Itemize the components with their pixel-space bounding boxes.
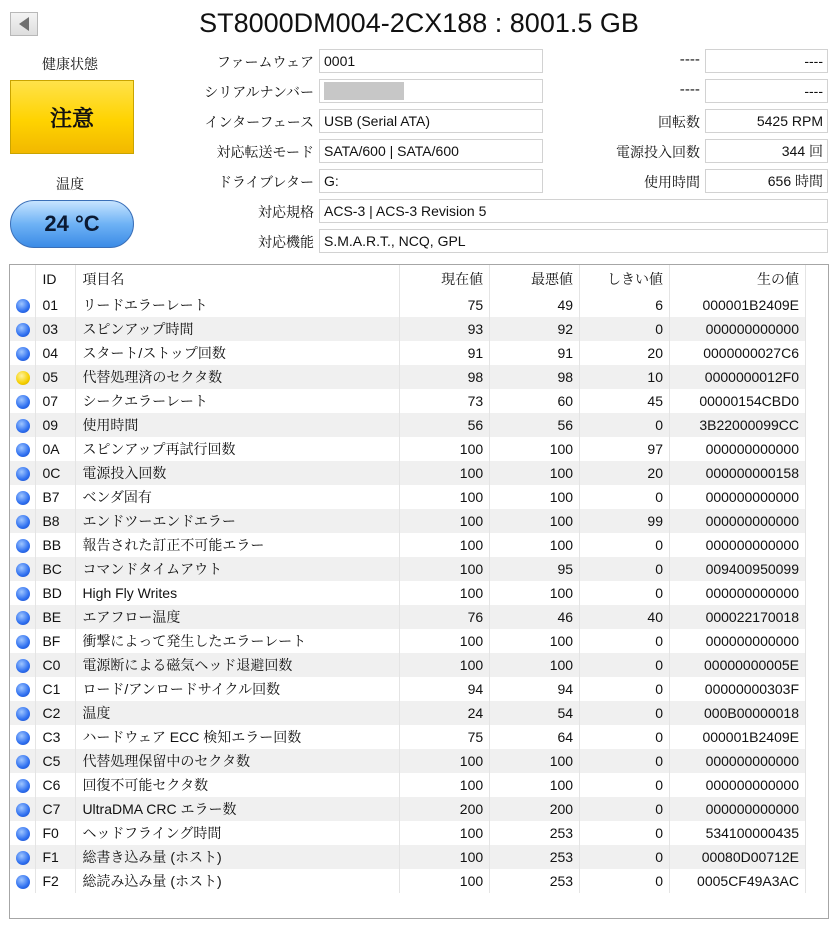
status-cell [10,677,36,701]
threshold-cell: 0 [580,749,670,773]
good-status-icon [16,635,30,649]
worst-cell: 100 [490,533,580,557]
threshold-cell: 6 [580,293,670,317]
raw-cell: 000000000000 [669,773,805,797]
worst-cell: 100 [490,437,580,461]
name-cell: ベンダ固有 [76,485,400,509]
status-cell [10,701,36,725]
worst-cell: 100 [490,461,580,485]
table-header-row [10,265,806,293]
id-cell: BB [36,533,76,557]
worst-cell: 92 [490,317,580,341]
table-row[interactable] [10,677,806,701]
status-cell [10,821,36,845]
name-cell: 衝撃によって発生したエラーレート [76,629,400,653]
raw-cell: 00000000303F [669,677,805,701]
worst-cell: 100 [490,581,580,605]
id-cell: 0C [36,461,76,485]
name-cell: 総読み込み量 (ホスト) [76,869,400,893]
current-cell: 100 [400,749,490,773]
threshold-cell: 0 [580,797,670,821]
table-row[interactable] [10,749,806,773]
current-cell: 100 [400,869,490,893]
serial-label: シリアルナンバー [204,85,314,101]
id-cell: BD [36,581,76,605]
raw-cell: 000000000000 [669,317,805,341]
current-cell: 91 [400,341,490,365]
current-cell: 100 [400,557,490,581]
power-on-hours-value: 656 時間 [705,169,828,193]
health-status-badge[interactable]: 注意 [10,80,134,154]
worst-cell: 100 [490,509,580,533]
threshold-cell: 0 [580,533,670,557]
right-value-2: ---- [705,79,828,103]
current-cell: 100 [400,653,490,677]
power-on-count-label: 電源投入回数 [616,145,700,161]
features-value: S.M.A.R.T., NCQ, GPL [319,229,828,253]
threshold-cell: 0 [580,869,670,893]
table-row[interactable] [10,413,806,437]
id-cell: 04 [36,341,76,365]
status-cell [10,629,36,653]
status-cell [10,557,36,581]
threshold-cell: 99 [580,509,670,533]
good-status-icon [16,419,30,433]
name-cell: リードエラーレート [76,293,400,317]
id-cell: C6 [36,773,76,797]
good-status-icon [16,299,30,313]
id-cell: 0A [36,437,76,461]
worst-cell: 100 [490,653,580,677]
worst-cell: 91 [490,341,580,365]
table-row[interactable] [10,845,806,869]
current-cell: 100 [400,773,490,797]
table-row[interactable] [10,629,806,653]
status-cell [10,533,36,557]
name-cell: 電源投入回数 [76,461,400,485]
header-name[interactable]: 項目名 [76,265,400,293]
name-cell: エアフロー温度 [76,605,400,629]
header-threshold[interactable]: しきい値 [580,265,670,293]
worst-cell: 253 [490,821,580,845]
current-cell: 75 [400,293,490,317]
worst-cell: 253 [490,845,580,869]
raw-cell: 0000000027C6 [669,341,805,365]
table-row[interactable] [10,509,806,533]
threshold-cell: 97 [580,437,670,461]
threshold-cell: 0 [580,773,670,797]
name-cell: ヘッドフライング時間 [76,821,400,845]
raw-cell: 000000000000 [669,749,805,773]
firmware-value: 0001 [319,49,543,73]
good-status-icon [16,587,30,601]
smart-table[interactable] [9,264,829,919]
status-cell [10,725,36,749]
raw-cell: 0005CF49A3AC [669,869,805,893]
table-row[interactable] [10,605,806,629]
threshold-cell: 0 [580,653,670,677]
worst-cell: 64 [490,725,580,749]
raw-cell: 000000000000 [669,437,805,461]
threshold-cell: 0 [580,629,670,653]
worst-cell: 100 [490,773,580,797]
serial-redaction [324,82,404,100]
table-row[interactable] [10,437,806,461]
table-row[interactable] [10,725,806,749]
table-row[interactable] [10,773,806,797]
worst-cell: 54 [490,701,580,725]
current-cell: 100 [400,821,490,845]
current-cell: 73 [400,389,490,413]
name-cell: スピンアップ時間 [76,317,400,341]
features-label: 対応機能 [258,235,314,251]
raw-cell: 000000000000 [669,533,805,557]
interface-value: USB (Serial ATA) [319,109,543,133]
good-status-icon [16,659,30,673]
threshold-cell: 0 [580,701,670,725]
good-status-icon [16,563,30,577]
good-status-icon [16,323,30,337]
table-row[interactable] [10,461,806,485]
status-cell [10,389,36,413]
name-cell: スタート/ストップ回数 [76,341,400,365]
worst-cell: 100 [490,629,580,653]
good-status-icon [16,491,30,505]
name-cell: 報告された訂正不可能エラー [76,533,400,557]
id-cell: C0 [36,653,76,677]
id-cell: 09 [36,413,76,437]
raw-cell: 000000000000 [669,629,805,653]
threshold-cell: 0 [580,821,670,845]
good-status-icon [16,803,30,817]
id-cell: 01 [36,293,76,317]
threshold-cell: 0 [580,317,670,341]
id-cell: C3 [36,725,76,749]
name-cell: High Fly Writes [76,581,400,605]
worst-cell: 253 [490,869,580,893]
worst-cell: 95 [490,557,580,581]
drive-letter-label: ドライブレター [217,175,314,191]
header-status [10,265,36,293]
good-status-icon [16,707,30,721]
transfer-mode-label: 対応転送モード [216,145,314,161]
good-status-icon [16,395,30,409]
table-row[interactable] [10,557,806,581]
raw-cell: 534100000435 [669,821,805,845]
current-cell: 100 [400,509,490,533]
table-row[interactable] [10,869,806,893]
table-row[interactable] [10,341,806,365]
table-row[interactable] [10,533,806,557]
good-status-icon [16,443,30,457]
id-cell: B8 [36,509,76,533]
good-status-icon [16,683,30,697]
current-cell: 100 [400,533,490,557]
threshold-cell: 0 [580,725,670,749]
name-cell: 総書き込み量 (ホスト) [76,845,400,869]
threshold-cell: 40 [580,605,670,629]
right-label-2: ---- [679,82,700,98]
worst-cell: 94 [490,677,580,701]
status-cell [10,341,36,365]
header-id[interactable]: ID [36,265,76,293]
table-row[interactable] [10,317,806,341]
current-cell: 100 [400,581,490,605]
good-status-icon [16,851,30,865]
name-cell: スピンアップ再試行回数 [76,437,400,461]
current-cell: 100 [400,437,490,461]
threshold-cell: 0 [580,557,670,581]
table-row[interactable] [10,365,806,389]
threshold-cell: 10 [580,365,670,389]
power-on-hours-label: 使用時間 [644,175,700,191]
worst-cell: 100 [490,749,580,773]
status-cell [10,749,36,773]
name-cell: 代替処理保留中のセクタ数 [76,749,400,773]
name-cell: 使用時間 [76,413,400,437]
raw-cell: 000001B2409E [669,293,805,317]
status-cell [10,365,36,389]
worst-cell: 46 [490,605,580,629]
raw-cell: 00080D00712E [669,845,805,869]
worst-cell: 49 [490,293,580,317]
temperature-badge[interactable]: 24 °C [10,200,134,248]
id-cell: C2 [36,701,76,725]
standard-label: 対応規格 [258,205,314,221]
name-cell: エンドツーエンドエラー [76,509,400,533]
current-cell: 100 [400,485,490,509]
raw-cell: 0000000012F0 [669,365,805,389]
raw-cell: 000000000000 [669,485,805,509]
table-row[interactable] [10,581,806,605]
current-cell: 76 [400,605,490,629]
rotation-value: 5425 RPM [705,109,828,133]
worst-cell: 60 [490,389,580,413]
id-cell: F0 [36,821,76,845]
firmware-label: ファームウェア [216,55,314,71]
current-cell: 100 [400,629,490,653]
current-cell: 56 [400,413,490,437]
status-cell [10,317,36,341]
standard-value: ACS-3 | ACS-3 Revision 5 [319,199,828,223]
raw-cell: 000000000000 [669,581,805,605]
raw-cell: 00000000005E [669,653,805,677]
current-cell: 24 [400,701,490,725]
interface-label: インターフェース [204,115,314,131]
threshold-cell: 0 [580,677,670,701]
status-cell [10,773,36,797]
current-cell: 200 [400,797,490,821]
disk-title: ST8000DM004-2CX188 : 8001.5 GB [199,8,639,38]
name-cell: 温度 [76,701,400,725]
name-cell: 回復不可能セクタ数 [76,773,400,797]
worst-cell: 100 [490,485,580,509]
id-cell: 03 [36,317,76,341]
id-cell: 07 [36,389,76,413]
threshold-cell: 0 [580,485,670,509]
right-label-1: ---- [679,52,700,68]
status-cell [10,653,36,677]
name-cell: ロード/アンロードサイクル回数 [76,677,400,701]
threshold-cell: 20 [580,341,670,365]
name-cell: シークエラーレート [76,389,400,413]
raw-cell: 3B22000099CC [669,413,805,437]
name-cell: 電源断による磁気ヘッド退避回数 [76,653,400,677]
worst-cell: 98 [490,365,580,389]
current-cell: 100 [400,845,490,869]
worst-cell: 200 [490,797,580,821]
raw-cell: 000B00000018 [669,701,805,725]
current-cell: 75 [400,725,490,749]
header-current[interactable]: 現在値 [400,265,490,293]
good-status-icon [16,827,30,841]
raw-cell: 009400950099 [669,557,805,581]
status-cell [10,869,36,893]
good-status-icon [16,875,30,889]
good-status-icon [16,515,30,529]
status-cell [10,581,36,605]
worst-cell: 56 [490,413,580,437]
good-status-icon [16,779,30,793]
table-row[interactable] [10,485,806,509]
table-row[interactable] [10,797,806,821]
temperature-label: 温度 [56,177,84,193]
rotation-label: 回転数 [658,115,700,131]
raw-cell: 000000000000 [669,797,805,821]
id-cell: F2 [36,869,76,893]
good-status-icon [16,347,30,361]
health-label: 健康状態 [42,57,98,73]
good-status-icon [16,755,30,769]
current-cell: 93 [400,317,490,341]
id-cell: B7 [36,485,76,509]
id-cell: BF [36,629,76,653]
id-cell: BC [36,557,76,581]
drive-letter-value: G: [319,169,543,193]
right-value-1: ---- [705,49,828,73]
id-cell: F1 [36,845,76,869]
good-status-icon [16,467,30,481]
raw-cell: 00000154CBD0 [669,389,805,413]
id-cell: 05 [36,365,76,389]
name-cell: コマンドタイムアウト [76,557,400,581]
good-status-icon [16,539,30,553]
threshold-cell: 0 [580,845,670,869]
status-cell [10,413,36,437]
caution-status-icon [16,371,30,385]
name-cell: ハードウェア ECC 検知エラー回数 [76,725,400,749]
raw-cell: 000000000000 [669,509,805,533]
table-row[interactable] [10,821,806,845]
raw-cell: 000001B2409E [669,725,805,749]
table-row[interactable] [10,701,806,725]
status-cell [10,509,36,533]
table-row[interactable] [10,293,806,317]
power-on-count-value: 344 回 [705,139,828,163]
id-cell: BE [36,605,76,629]
threshold-cell: 0 [580,581,670,605]
threshold-cell: 20 [580,461,670,485]
table-row[interactable] [10,389,806,413]
current-cell: 98 [400,365,490,389]
transfer-mode-value: SATA/600 | SATA/600 [319,139,543,163]
id-cell: C7 [36,797,76,821]
raw-cell: 000000000158 [669,461,805,485]
good-status-icon [16,611,30,625]
status-cell [10,485,36,509]
current-cell: 94 [400,677,490,701]
raw-cell: 000022170018 [669,605,805,629]
status-cell [10,437,36,461]
current-cell: 100 [400,461,490,485]
status-cell [10,605,36,629]
serial-value [319,79,543,103]
header-raw[interactable]: 生の値 [669,265,805,293]
name-cell: 代替処理済のセクタ数 [76,365,400,389]
threshold-cell: 0 [580,413,670,437]
status-cell [10,461,36,485]
status-cell [10,293,36,317]
table-row[interactable] [10,653,806,677]
header-worst[interactable]: 最悪値 [490,265,580,293]
id-cell: C1 [36,677,76,701]
name-cell: UltraDMA CRC エラー数 [76,797,400,821]
status-cell [10,845,36,869]
id-cell: C5 [36,749,76,773]
good-status-icon [16,731,30,745]
status-cell [10,797,36,821]
threshold-cell: 45 [580,389,670,413]
